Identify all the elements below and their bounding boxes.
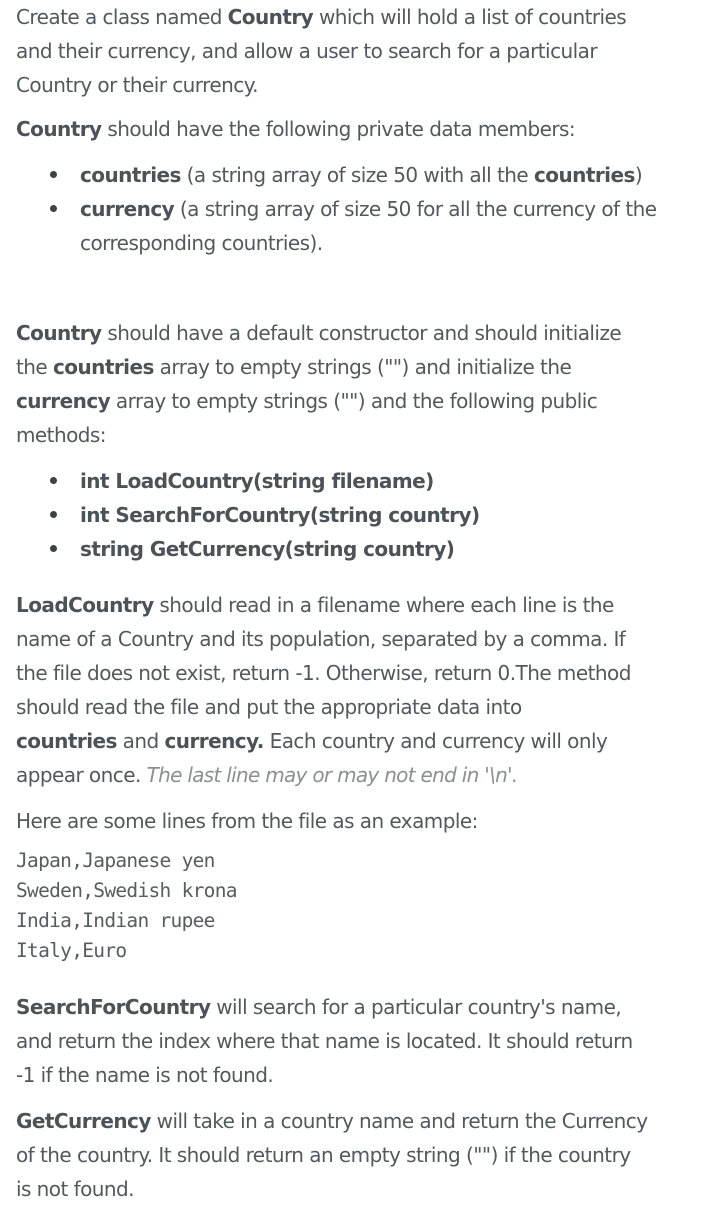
search-line-3: -1 if the name is not found.	[16, 1063, 274, 1087]
member-countries: countries (a string array of size 50 with all the countries)	[80, 163, 643, 187]
getcurrency-line-1: GetCurrency will take in a country name and return the Currency	[16, 1109, 648, 1133]
load-line-3: the file does not exist, return -1. Otherwise, return 0.The method	[16, 661, 631, 685]
load-line-6: appear once. The last line may or may not end in '\n'.	[16, 763, 518, 787]
constructor-line-1: Country should have a default constructor and should initialize	[16, 321, 622, 345]
search-line-1: SearchForCountry will search for a particular country's name,	[16, 995, 622, 1019]
example-code-line: Japan,Japanese yen	[16, 849, 215, 872]
bullet-dot	[50, 545, 57, 552]
example-code-line: Italy,Euro	[16, 939, 127, 962]
intro-line-1: Create a class named Country which will hold a list of countries	[16, 5, 627, 29]
method-get-currency: string GetCurrency(string country)	[80, 537, 455, 561]
constructor-line-3: currency array to empty strings ("") and the following public	[16, 389, 598, 413]
load-line-5: countries and currency. Each country and currency will only	[16, 729, 608, 753]
members-lead: Country should have the following private data members:	[16, 117, 576, 141]
example-code-line: Sweden,Swedish krona	[16, 879, 237, 902]
load-line-4: should read the file and put the appropriate data into	[16, 695, 522, 719]
member-currency: currency (a string array of size 50 for all the currency of the	[80, 197, 657, 221]
getcurrency-line-2: of the country. It should return an empty string ("") if the country	[16, 1143, 631, 1167]
method-search-for-country: int SearchForCountry(string country)	[80, 503, 480, 527]
method-load-country: int LoadCountry(string filename)	[80, 469, 434, 493]
intro-line-2: and their currency, and allow a user to search for a particular	[16, 39, 598, 63]
example-code-line: India,Indian rupee	[16, 909, 215, 932]
bullet-dot	[50, 171, 57, 178]
bullet-dot	[50, 511, 57, 518]
constructor-line-4: methods:	[16, 423, 106, 447]
load-line-2: name of a Country and its population, separated by a comma. If	[16, 627, 626, 651]
intro-line-3: Country or their currency.	[16, 73, 258, 97]
getcurrency-line-3: is not found.	[16, 1177, 134, 1201]
example-intro: Here are some lines from the file as an example:	[16, 809, 478, 833]
search-line-2: and return the index where that name is located. It should return	[16, 1029, 633, 1053]
bullet-dot	[50, 477, 57, 484]
load-line-1: LoadCountry should read in a filename where each line is the	[16, 593, 614, 617]
constructor-line-2: the countries array to empty strings ("") and initialize the	[16, 355, 572, 379]
member-currency-cont: corresponding countries).	[80, 231, 323, 255]
bullet-dot	[50, 205, 57, 212]
